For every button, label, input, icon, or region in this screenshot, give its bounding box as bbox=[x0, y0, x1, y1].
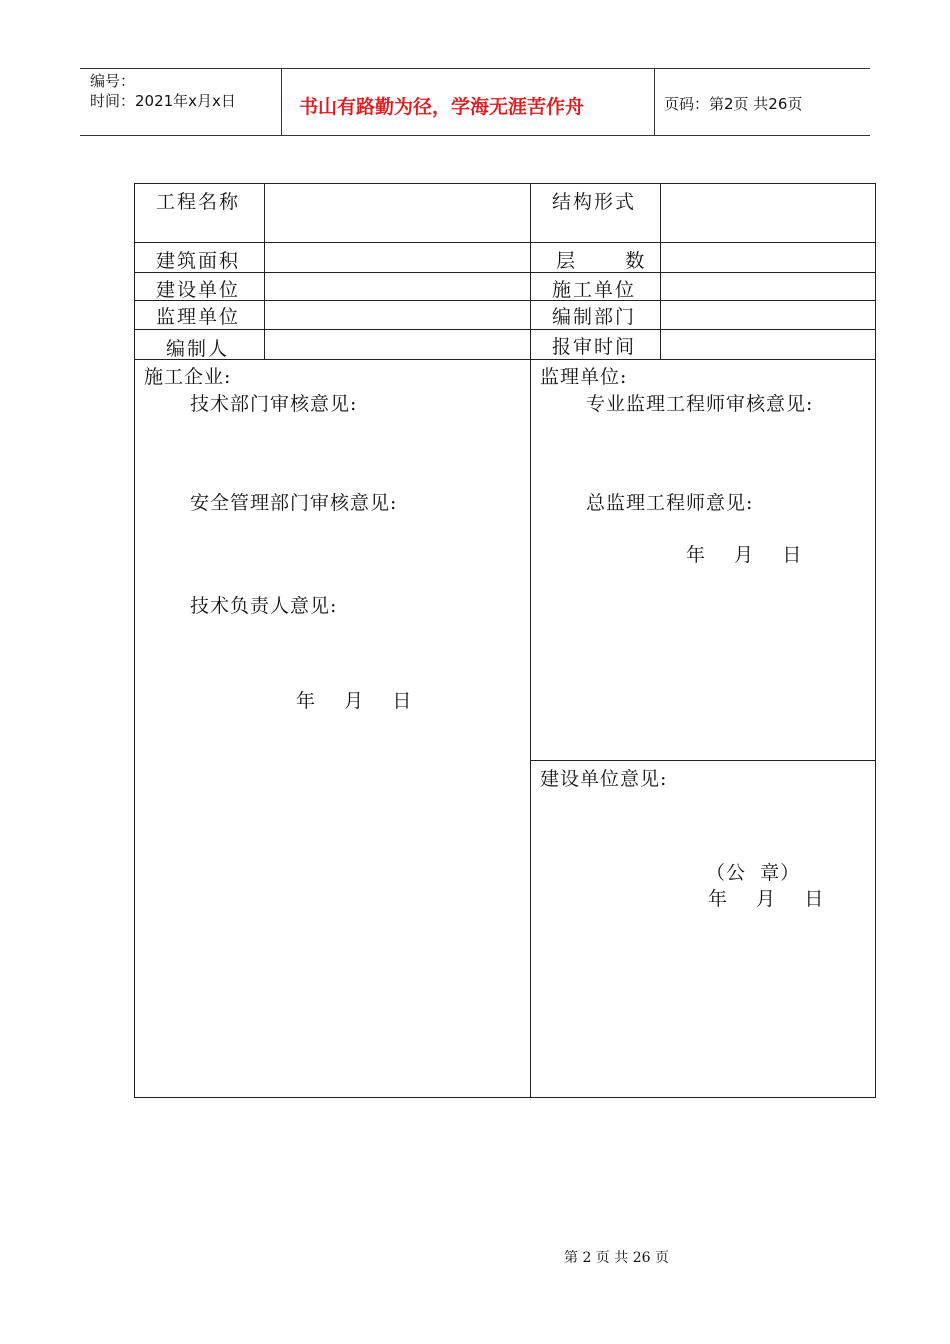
safety-dept-opinion: 安全管理部门审核意见: bbox=[190, 492, 398, 514]
header-bottom-rule bbox=[80, 135, 870, 136]
owner-date: 年 月 日 bbox=[708, 888, 825, 910]
label-project-name: 工程名称 bbox=[156, 191, 241, 213]
table-bottom-border bbox=[134, 1097, 876, 1098]
header-divider-right bbox=[654, 68, 655, 136]
label-building-area: 建筑面积 bbox=[156, 250, 241, 272]
contractor-date: 年 月 日 bbox=[296, 690, 413, 712]
label-compiling-dept: 编制部门 bbox=[552, 306, 637, 328]
chief-engineer-opinion: 总监理工程师意见: bbox=[586, 492, 754, 514]
owner-opinion-title: 建设单位意见: bbox=[540, 768, 668, 790]
col-divider-middle bbox=[530, 183, 531, 1098]
label-contractor-unit: 施工单位 bbox=[552, 279, 637, 301]
label-floors: 层 数 bbox=[556, 250, 647, 272]
row-divider-1 bbox=[134, 242, 876, 243]
label-supervision-unit: 监理单位 bbox=[156, 306, 241, 328]
document-number: 编号： bbox=[90, 72, 136, 90]
row-divider-5 bbox=[134, 359, 876, 360]
header-top-rule bbox=[80, 68, 870, 69]
owner-section-divider bbox=[530, 760, 876, 761]
label-compiler: 编制人 bbox=[166, 338, 230, 360]
label-structure-type: 结构形式 bbox=[552, 191, 637, 213]
table-right-border bbox=[875, 183, 876, 1098]
col-divider-label-left bbox=[264, 183, 265, 359]
row-divider-3 bbox=[134, 300, 876, 301]
label-owner-unit: 建设单位 bbox=[156, 279, 241, 301]
supervisor-date: 年 月 日 bbox=[686, 544, 803, 566]
row-divider-4 bbox=[134, 329, 876, 330]
specialist-opinion: 专业监理工程师审核意见: bbox=[586, 393, 814, 415]
tech-dept-opinion: 技术部门审核意见: bbox=[190, 393, 358, 415]
supervisor-title: 监理单位: bbox=[540, 366, 628, 388]
contractor-title: 施工企业: bbox=[144, 366, 232, 388]
col-divider-label-right bbox=[660, 183, 661, 359]
page-footer: 第 2 页 共 26 页 bbox=[564, 1250, 669, 1266]
table-top-border bbox=[134, 183, 876, 184]
official-seal-label: （公 章） bbox=[706, 862, 801, 884]
motto-text: 书山有路勤为径，学海无涯苦作舟 bbox=[299, 96, 585, 118]
header-divider-left bbox=[281, 68, 282, 136]
tech-head-opinion: 技术负责人意见: bbox=[190, 595, 338, 617]
label-submission-time: 报审时间 bbox=[552, 336, 637, 358]
row-divider-2 bbox=[134, 272, 876, 273]
table-left-border bbox=[134, 183, 135, 1098]
page-info: 页码：第2页 共26页 bbox=[664, 95, 803, 113]
document-date: 时间：2021年x月x日 bbox=[90, 92, 236, 110]
